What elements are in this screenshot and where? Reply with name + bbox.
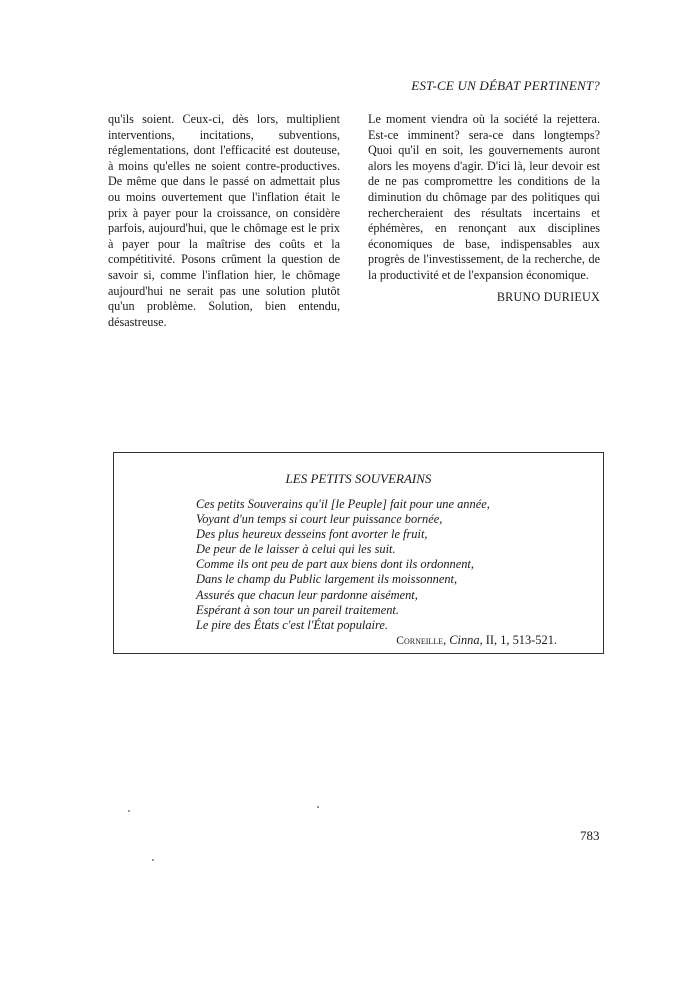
running-head: EST-CE UN DÉBAT PERTINENT? <box>411 78 600 93</box>
poem-line: Dans le champ du Public largement ils moissonnent, <box>196 572 458 587</box>
poem-line: Le pire des États c'est l'État populaire. <box>196 617 388 632</box>
poem-line: Des plus heureux desseins font avorter le fruit, <box>196 527 428 542</box>
left-column-text: qu'ils soient. Ceux-ci, dès lors, multiplient interventions, incitations, subventions, réglementations, dont l'efficacité est douteuse, à moins qu'elles ne soient contre-productives. De même que dans le passé on admettait plus ou moins ouvertement que l'inflation était le prix à payer pour la croissance, on considère parfois, aujourd'hui, que le chômage est le prix à payer pour la maîtrise des coûts et la compétitivité. Posons crûment la question de savoir si, comme l'inflation hier, le chômage aujourd'hui ne serait pas une solution plutôt qu'un problème. Solution, bien entendu, désastreuse. <box>108 112 340 329</box>
citation-reference: , II, 1, 513-521. <box>479 633 557 647</box>
citation: Corneille, Cinna, II, 1, 513-521. <box>396 633 557 647</box>
scan-speck <box>152 859 154 861</box>
right-column-text: Le moment viendra où la société la rejettera. Est-ce imminent? sera-ce dans longtemps? Quoi qu'il en soit, les gouvernements auront alors les moyens d'agir. D'ici là, leur devoir est de ne pas compromettre les conditions de la diminution du chômage par des politiques qui rechercheraient des résultats incertains et éphémères, en renonçant aux disciplines économiques de base, indispensables aux progrès de l'investissement, de la recherche, de la productivité et de l'expansion économique. <box>368 112 600 282</box>
poem-line: Espérant à son tour un pareil traitement. <box>196 602 399 617</box>
page-number: 783 <box>580 828 600 843</box>
author-signature: BRUNO DURIEUX <box>496 289 600 304</box>
poem <box>196 497 490 633</box>
scan-speck <box>317 806 319 808</box>
poem-line: De peur de le laisser à celui qui les suit. <box>196 542 396 557</box>
poem-line: Ces petits Souverains qu'il [le Peuple] fait pour une année, <box>196 497 490 511</box>
right-column <box>368 112 600 305</box>
poem-line: Assurés que chacun leur pardonne aisément, <box>196 587 418 602</box>
poem-line: Voyant d'un temps si court leur puissance bornée, <box>196 512 443 527</box>
citation-author: Corneille <box>396 635 444 647</box>
quote-box <box>113 452 604 654</box>
quote-box-title: LES PETITS SOUVERAINS <box>285 471 432 486</box>
scan-speck <box>128 810 130 812</box>
left-column <box>108 112 340 330</box>
citation-work: Cinna <box>449 633 480 647</box>
poem-line: Comme ils ont peu de part aux biens dont ils ordonnent, <box>196 557 474 572</box>
